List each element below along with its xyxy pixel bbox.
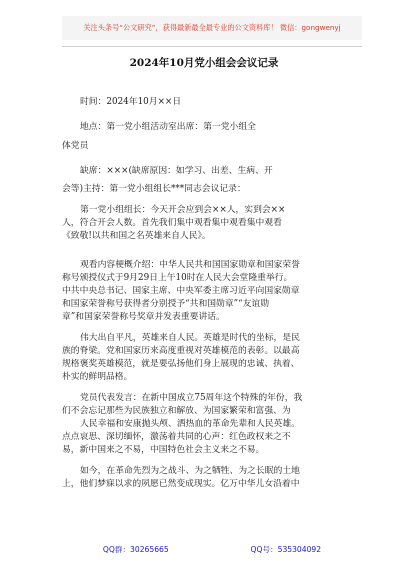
paragraph-line: 人民幸福和安康抛头颅、洒热血的革命先辈和人民英雄。	[80, 419, 300, 429]
meeting-place-line-2: 体党员	[62, 141, 89, 151]
paragraph-line: 章”和国家荣誉称号奖章并发表重要讲话。	[62, 312, 225, 322]
paragraph-line: 第一党小组组长：今天开会应到会××人，实到会××	[80, 205, 286, 215]
paragraph-line: 族的脊梁。党和国家历来高度重视对英雄模范的表彰。以最高	[62, 346, 300, 356]
document-body	[62, 96, 362, 491]
paragraph-line: 党员代表发言：在新中国成立75周年这个特殊的年份，我	[80, 393, 303, 403]
paragraph-line: 中共中央总书记、国家主席、中央军委主席习近平向国家勋章	[62, 286, 300, 296]
qq-group-link[interactable]: QQ群：30265665	[102, 545, 169, 554]
absent-line-1: 缺席：×××(缺席原因：如学习、出差、生病、开	[80, 166, 273, 176]
document-title: 2024年10月党小组会会议记录	[129, 57, 279, 69]
paragraph-line: 称号颁授仪式于9月29日上午10时在人民大会堂隆重举行。	[62, 273, 293, 283]
paragraph-line: 们不会忘记那些为民族独立和解放、为国家繁荣和富强、为	[62, 406, 291, 416]
paragraph-line: 规格褒奖英雄模范，就是要弘扬他们身上展现的忠诚、执着、	[62, 359, 300, 369]
paragraph-line: 《致敬!以共和国之名英雄来自人民》。	[62, 231, 211, 241]
qq-number-link[interactable]: QQ号：535304092	[250, 545, 322, 554]
promo-text: 关注头条号“公文研究”，获得最新最全最专业的公文资料库！ 微信：gongwenyj	[83, 23, 341, 32]
header-divider	[62, 46, 362, 47]
contact-footer	[62, 544, 362, 555]
paragraph-line: 观看内容梗概介绍：中华人民共和国国家勋章和国家荣誉	[80, 260, 300, 270]
paragraph-line: 如今，在革命先烈为之战斗、为之牺牲、为之长眠的土地	[80, 466, 300, 476]
paragraph-line: 易，新中国来之不易，中国特色社会主义来之不易。	[62, 445, 265, 455]
paragraph-line: 人，符合开会人数。首先我们集中观看集中观看集中观看	[62, 218, 282, 228]
meeting-time: 时间：2024年10月××日	[80, 97, 182, 107]
paragraph-line: 上，他们梦寐以求的夙愿已然变成现实。亿万中华儿女沿着中	[62, 479, 300, 489]
paragraph-line: 点点哀思、深切缅怀，激荡着共同的心声：红色政权来之不	[62, 432, 291, 442]
absent-line-2: 会等)主持：第一党小组组长***同志会议记录：	[62, 184, 246, 194]
meeting-place-line-1: 地点：第一党小组活动室出席：第一党小组全	[80, 122, 256, 132]
paragraph-line: 伟大出自平凡，英雄来自人民。英雄是时代的坐标，是民	[80, 333, 300, 343]
paragraph-line: 和国家荣誉称号获得者分别授予“共和国勋章”“友谊勋	[62, 299, 270, 309]
promo-header[interactable]	[62, 16, 362, 40]
paragraph-line: 朴实的鲜明品格。	[62, 372, 133, 382]
